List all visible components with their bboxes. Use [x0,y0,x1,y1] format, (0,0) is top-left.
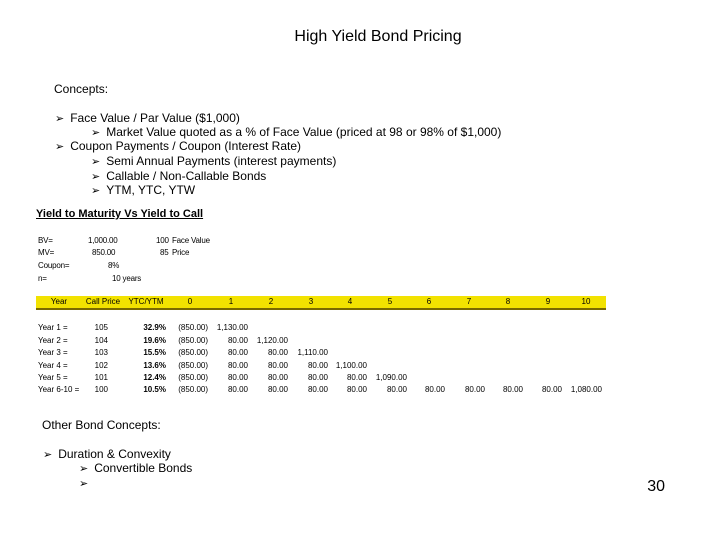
table-header-cell: 7 [466,297,472,306]
page-number: 30 [647,478,665,495]
table-cell: 80.00 [227,336,248,345]
table-cell: 13.6% [143,361,166,370]
bv-value: 1,000.00 [88,236,118,245]
mv-label: MV= [38,248,55,257]
table-cell: 80.00 [307,361,328,370]
table-cell: 80.00 [502,385,523,394]
coupon-label: Coupon= [38,261,70,270]
arrow-bullet-icon: ➢ [43,449,53,461]
table-cell: 1,130.00 [216,323,248,332]
table-cell: 105 [94,323,108,332]
table-cell: 80.00 [541,385,562,394]
table-cell: (850.00) [178,361,208,370]
table-cell: 1,120.00 [256,336,288,345]
table-cell: 1,110.00 [297,348,328,357]
table-cell: 19.6% [143,336,166,345]
table-cell: 1,100.00 [335,361,367,370]
table-cell: 12.4% [143,373,166,382]
table-cell: 80.00 [267,348,288,357]
table-header-cell: Call Price [85,297,121,306]
concept-item-2: ➢ Market Value quoted as a % of Face Value (priced at 98 or 98% of $1,000) [91,125,502,139]
table-cell: 80.00 [386,385,407,394]
arrow-bullet-icon: ➢ [91,127,101,139]
row-label: Year 2 = [38,336,68,345]
n-value: 10 years [112,274,142,283]
table-cell: (850.00) [178,348,208,357]
table-header-cell: 9 [545,297,551,306]
bv-label: BV= [38,236,53,245]
table-cell: 80.00 [267,373,288,382]
table-header-cell: 5 [387,297,393,306]
arrow-bullet-icon: ➢ [79,478,89,490]
table-cell: 102 [94,361,108,370]
table-cell: 80.00 [227,385,248,394]
other-item-1: ➢ Duration & Convexity [43,447,171,461]
row-label: Year 6-10 = [38,385,80,394]
table-header-cell: 6 [426,297,432,306]
table-header-cell: Year [50,297,68,306]
slide-title: High Yield Bond Pricing [294,28,462,45]
mv-pct: 85 [160,248,169,257]
table-cell: (850.00) [178,373,208,382]
table-cell: (850.00) [178,323,208,332]
table-header-cell: 8 [505,297,511,306]
row-label: Year 5 = [38,373,68,382]
table-cell: 32.9% [143,323,166,332]
table-cell: 1,080.00 [570,385,602,394]
table-cell: 103 [94,348,108,357]
arrow-bullet-icon: ➢ [79,463,89,475]
table-cell: (850.00) [178,336,208,345]
table-cell: 80.00 [424,385,445,394]
n-label: n= [38,274,47,283]
other-item-2: ➢ Convertible Bonds [79,461,193,475]
table-cell: (850.00) [178,385,208,394]
arrow-bullet-icon: ➢ [55,141,65,153]
table-cell: 80.00 [227,373,248,382]
table-header-cell: 0 [187,297,193,306]
other-item-3 [79,476,94,490]
table-cell: 80.00 [267,385,288,394]
table-header-cell: 2 [268,297,274,306]
mv-value: 850.00 [92,248,116,257]
table-header-cell: 10 [581,297,591,306]
arrow-bullet-icon: ➢ [91,185,101,197]
arrow-bullet-icon: ➢ [91,171,101,183]
table-header-cell: 4 [347,297,353,306]
table-cell: 80.00 [227,348,248,357]
table-cell: 80.00 [307,385,328,394]
row-label: Year 1 = [38,323,68,332]
table-cell: 104 [94,336,108,345]
ytm-vs-ytc-heading: Yield to Maturity Vs Yield to Call [36,208,204,220]
coupon-value: 8% [108,261,120,270]
table-cell: 80.00 [267,361,288,370]
concept-item-1: ➢ Face Value / Par Value ($1,000) [55,111,240,125]
concept-item-3: ➢ Coupon Payments / Coupon (Interest Rate) [55,139,302,153]
other-concepts-heading: Other Bond Concepts: [42,418,161,432]
table-cell: 80.00 [307,373,328,382]
table-cell: 101 [94,373,108,382]
table-cell: 80.00 [346,373,367,382]
table-cell: 10.5% [143,385,166,394]
table-cell: 80.00 [464,385,485,394]
arrow-bullet-icon: ➢ [55,113,65,125]
arrow-bullet-icon: ➢ [91,156,101,168]
concept-item-4: ➢ Semi Annual Payments (interest payments) [91,154,337,168]
bv-note: Face Value [172,236,210,245]
concepts-heading: Concepts: [54,82,109,96]
concept-item-5: ➢ Callable / Non-Callable Bonds [91,169,267,183]
mv-note: Price [172,248,190,257]
table-cell: 100 [94,385,108,394]
table-cell: 15.5% [143,348,166,357]
table-header-cell: 1 [228,297,234,306]
table-cell: 1,090.00 [375,373,407,382]
row-label: Year 3 = [38,348,68,357]
table-header-cell: YTC/YTM [128,297,164,306]
table-header-cell: 3 [308,297,314,306]
bv-pct: 100 [156,236,169,245]
table-cell: 80.00 [346,385,367,394]
concept-item-6: ➢ YTM, YTC, YTW [91,183,196,197]
row-label: Year 4 = [38,361,68,370]
table-cell: 80.00 [227,361,248,370]
